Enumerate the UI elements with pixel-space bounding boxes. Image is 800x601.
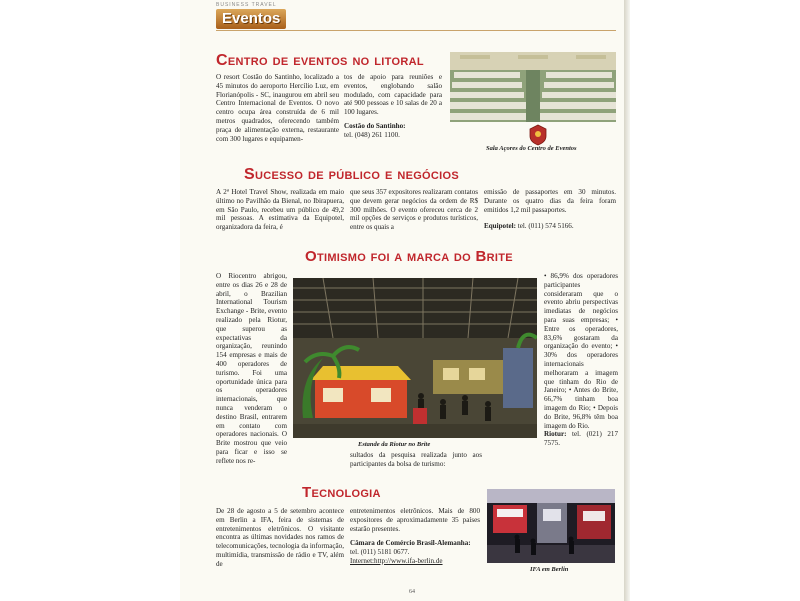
article4-caption: IFA em Berlin xyxy=(530,566,569,573)
article2-col2: que seus 357 expositores realizaram contatos que devem gerar negócios da ordem de R$ 300 milhões. O evento ofereceu cerca de 2 mil opções de serviços e produtos turísticos, entre os quais a xyxy=(350,188,478,232)
article4-col1: De 28 de agosto a 5 de setembro acontece em Berlin a IFA, feira de sistemas de entretenimentos eletrônicos. O visitante encontra as últimas novidades nos ramos de telecomunicações, tecnologia da informação, multimídia, transmissão de rádio e TV, além de xyxy=(216,507,344,568)
page-number: 64 xyxy=(409,589,415,595)
section-rule xyxy=(216,30,616,31)
article3-title: Otimismo foi a marca do Brite xyxy=(305,248,513,265)
article3-col2-bottom: sultados da pesquisa realizada junto aos participantes da bolsa de turismo: xyxy=(350,451,482,468)
page-edge xyxy=(624,0,630,601)
article1-caption: Sala Açores do Centro de Eventos xyxy=(486,145,577,152)
brand-label: BUSINESS TRAVEL xyxy=(216,2,277,8)
article3-contact-name: Riotur: xyxy=(544,430,567,439)
article1-title: Centro de eventos no litoral xyxy=(216,52,424,69)
article2-col3: emissão de passaportes em 30 minutos. Durante os quatro dias da feira foram emitidos 1,2 mil passaportes. Equipotel: tel. (011) 574 5166. xyxy=(484,188,616,231)
article4-col2: entretenimentos eletrônicos. Mais de 800 expositores de aproximadamente 35 países estarão presentes. Câmara de Comércio Brasil-Alemanha: tel. (011) 5181 0677. Internet:http://www.ifa-berlin.de xyxy=(350,507,480,565)
article2-col1: A 2ª Hotel Travel Show, realizada em maio último no Pavilhão da Bienal, no Ibirapuera, em São Paulo, recebeu um público de 49,2 mil pessoas. A estimativa da Equipotel, organizadora da feira, é xyxy=(216,188,344,232)
article4-contact-phone: tel. (011) 5181 0677. xyxy=(350,548,410,557)
section-title: Eventos xyxy=(222,10,281,27)
article1-contact-phone: tel. (048) 261 1100. xyxy=(344,130,400,139)
article2-contact-name: Equipotel: xyxy=(484,222,516,231)
article4-contact-web: Internet:http://www.ifa-berlin.de xyxy=(350,556,443,565)
article2-contact-phone: tel. (011) 574 5166. xyxy=(517,222,574,231)
article1-contact-name: Costão do Santinho: xyxy=(344,121,406,130)
article1-col1: O resort Costão do Santinho, localizado a 45 minutos do aeroporto Hercílio Luz, em Florianópolis - SC, inaugurou em abril seu Centro Internacional de Eventos. O novo centro ocupa área construída de 6 mil metros quadrados, oferecendo também praça de alimentação externa, restaurante com 300 lugares e equipamen- xyxy=(216,73,339,143)
article2-title: Sucesso de público e negócios xyxy=(244,166,460,183)
ifa-berlin-photo xyxy=(487,489,615,563)
article1-col2: tos de apoio para reuniões e eventos, englobando salão modulado, com capacidade para até 900 pessoas e 10 salas de 20 a 100 lugares. Costão do Santinho: tel. (048) 261 1100. xyxy=(344,73,442,139)
section-title-badge xyxy=(216,9,286,29)
article3-contact-phone: tel. (021) 217 7575. xyxy=(544,430,618,448)
brite-stand-photo xyxy=(293,278,537,438)
article3-col3: • 86,9% dos operadores participantes consideraram que o evento abriu perspectivas imediatas de negócios para suas empresas; • Entre os operadores, 83,6% gostaram da organização do evento; • 30% dos operadores internacionais melhoraram a imagem que tinham do Rio de Janeiro; • Antes do Brite, 66,7% tinham boa imagem do Rio; • Depois do Brite, 96,8% têm boa imagem do Rio. Riotur: tel. (021) 217 7575. xyxy=(544,272,618,448)
article3-col1: O Riocentro abrigou, entre os dias 26 e 28 de abril, o Brazilian International Tourism Exchange - Brite, evento realizado pela Riotur, que superou as expectativas da organização, reunindo 154 empresas e mais de 400 operadores de turismo. Foi uma oportunidade única para os operadores internacionais, que nunca venderam o destino Brasil, entrarem em contato com operadores nacionais. O Brite mostrou que veio para ficar e isso se reflete nos re- xyxy=(216,272,287,465)
resort-logo-icon xyxy=(528,124,548,146)
article3-caption: Estande da Riotur no Brite xyxy=(358,441,431,448)
magazine-page xyxy=(180,0,624,601)
article4-title: Tecnologia xyxy=(302,484,381,501)
article4-contact-name: Câmara de Comércio Brasil-Alemanha: xyxy=(350,539,471,548)
conference-hall-photo xyxy=(450,52,616,122)
